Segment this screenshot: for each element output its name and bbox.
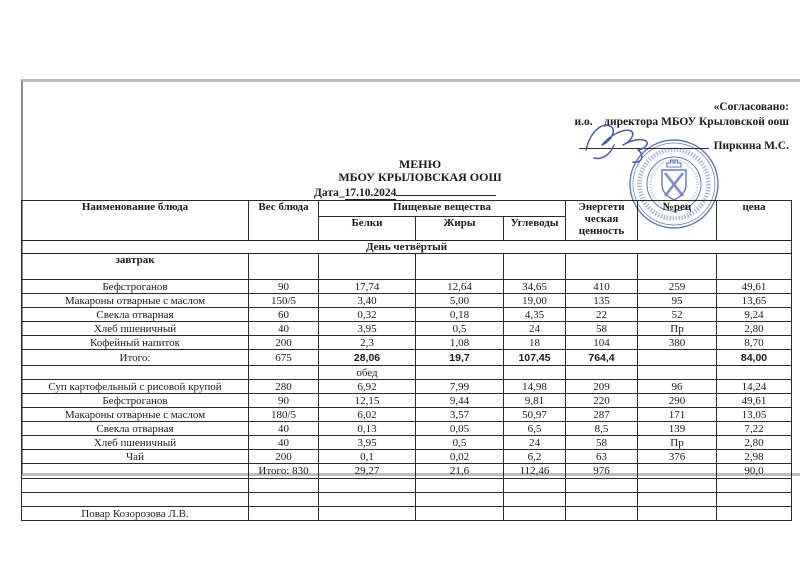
- col-header-fat: Жиры: [416, 217, 504, 241]
- cell: 112,46: [504, 464, 566, 479]
- cell: Чай: [22, 450, 249, 464]
- cell: 180/5: [249, 408, 319, 422]
- dish-row: [22, 422, 792, 436]
- cell: 4,35: [504, 308, 566, 322]
- cell: 90: [249, 394, 319, 408]
- cell: 0,05: [416, 422, 504, 436]
- cell: 28,06: [319, 350, 416, 366]
- cell: 0,1: [319, 450, 416, 464]
- cell: Кофейный напиток: [22, 336, 249, 350]
- empty-cell: [566, 366, 638, 380]
- empty-cell: [566, 507, 638, 521]
- empty-cell: [22, 366, 249, 380]
- dish-row: [22, 380, 792, 394]
- cell: Хлеб пшеничный: [22, 322, 249, 336]
- empty-cell: [22, 479, 249, 493]
- cell: 9,44: [416, 394, 504, 408]
- cell: 58: [566, 322, 638, 336]
- cell: 200: [249, 450, 319, 464]
- cell: 380: [638, 336, 717, 350]
- col-header-dish: Наименование блюда: [22, 201, 249, 241]
- empty-cell: [249, 479, 319, 493]
- signer-name: Пиркина М.С.: [713, 140, 789, 152]
- dish-row: [22, 336, 792, 350]
- cell: 0,5: [416, 436, 504, 450]
- cell: Бефстроганов: [22, 394, 249, 408]
- school-name: МБОУ КРЫЛОВСКАЯ ООШ: [338, 170, 502, 184]
- cell: 6,5: [504, 422, 566, 436]
- cell: 14,98: [504, 380, 566, 394]
- cell: 40: [249, 422, 319, 436]
- cell: Свекла отварная: [22, 422, 249, 436]
- cell: 3,40: [319, 294, 416, 308]
- cell: Пр: [638, 436, 717, 450]
- cell: обед: [319, 366, 416, 380]
- dish-row: [22, 408, 792, 422]
- cell: 675: [249, 350, 319, 366]
- cell: 24: [504, 322, 566, 336]
- empty-cell: [638, 507, 717, 521]
- cell: Бефстроганов: [22, 280, 249, 294]
- empty-cell: [638, 479, 717, 493]
- cook-row: [22, 507, 792, 521]
- cell: 90: [249, 280, 319, 294]
- cell: 14,24: [717, 380, 792, 394]
- cell: 58: [566, 436, 638, 450]
- cell: 280: [249, 380, 319, 394]
- cell: 3,95: [319, 322, 416, 336]
- cell: 0,02: [416, 450, 504, 464]
- cell: 24: [504, 436, 566, 450]
- meal-section-row: [22, 254, 792, 280]
- empty-cell: [504, 493, 566, 507]
- dish-row: [22, 294, 792, 308]
- cell: 287: [566, 408, 638, 422]
- empty-cell: [416, 507, 504, 521]
- menu-title: МЕНЮ: [398, 157, 442, 171]
- empty-cell: [504, 479, 566, 493]
- document-title-block: [300, 158, 540, 200]
- cell: 6,2: [504, 450, 566, 464]
- empty-cell: [717, 479, 792, 493]
- cell: 13,65: [717, 294, 792, 308]
- empty-cell: [638, 464, 717, 479]
- cell: 107,45: [504, 350, 566, 366]
- dish-row: [22, 322, 792, 336]
- cell: 259: [638, 280, 717, 294]
- col-header-protein: Белки: [319, 217, 416, 241]
- cell: 139: [638, 422, 717, 436]
- col-header-nutrients: Пищевые вещества: [319, 201, 566, 217]
- cell: 6,92: [319, 380, 416, 394]
- cell: 52: [638, 308, 717, 322]
- approval-signature-line: [575, 137, 789, 154]
- empty-cell: [22, 464, 249, 479]
- table-header-row-1: [22, 201, 792, 217]
- cell: Хлеб пшеничный: [22, 436, 249, 450]
- empty-cell: [717, 507, 792, 521]
- cell: 410: [566, 280, 638, 294]
- cell: 5,00: [416, 294, 504, 308]
- cell: Макароны отварные с маслом: [22, 408, 249, 422]
- cell: 3,95: [319, 436, 416, 450]
- empty-cell: [504, 366, 566, 380]
- cell: 50,97: [504, 408, 566, 422]
- cell: 49,61: [717, 280, 792, 294]
- cell: 90,0: [717, 464, 792, 479]
- cell: 29,27: [319, 464, 416, 479]
- cell: 60: [249, 308, 319, 322]
- cell: Суп картофельный с рисовой крупой: [22, 380, 249, 394]
- cell: 8,5: [566, 422, 638, 436]
- cell: 19,7: [416, 350, 504, 366]
- cell: 6,02: [319, 408, 416, 422]
- menu-table: [21, 200, 792, 521]
- empty-cell: [416, 254, 504, 280]
- date-prefix: Дата_: [314, 187, 345, 199]
- cell: 209: [566, 380, 638, 394]
- empty-cell: [416, 493, 504, 507]
- empty-cell: [249, 254, 319, 280]
- cell: 7,22: [717, 422, 792, 436]
- date-blank-line: [396, 185, 496, 196]
- cell: 13,05: [717, 408, 792, 422]
- cell: 2,80: [717, 436, 792, 450]
- cell: 200: [249, 336, 319, 350]
- cell: 3,57: [416, 408, 504, 422]
- approval-block: [575, 100, 789, 154]
- cell: 220: [566, 394, 638, 408]
- empty-cell: [717, 254, 792, 280]
- totals-row: [22, 464, 792, 479]
- col-header-recipe: №рец: [638, 201, 717, 241]
- empty-cell: [638, 366, 717, 380]
- cell: 12,15: [319, 394, 416, 408]
- empty-cell: [717, 366, 792, 380]
- cell: 40: [249, 322, 319, 336]
- col-header-carbs: Углеводы: [504, 217, 566, 241]
- cell: 9,81: [504, 394, 566, 408]
- day-title-row: [22, 241, 792, 254]
- cell: 19,00: [504, 294, 566, 308]
- cell: 22: [566, 308, 638, 322]
- cell: 9,24: [717, 308, 792, 322]
- cell: завтрак: [22, 254, 249, 280]
- col-header-price: цена: [717, 201, 792, 241]
- cell: 7,99: [416, 380, 504, 394]
- cell: 0,32: [319, 308, 416, 322]
- cell: 84,00: [717, 350, 792, 366]
- date-line: [314, 185, 540, 200]
- cell: 135: [566, 294, 638, 308]
- cell: 49,61: [717, 394, 792, 408]
- empty-cell: [319, 254, 416, 280]
- cell: 40: [249, 436, 319, 450]
- empty-cell: [22, 493, 249, 507]
- date-value: 17.10.2024: [344, 187, 397, 199]
- empty-cell: [249, 507, 319, 521]
- empty-cell: [566, 493, 638, 507]
- meal-label-row: [22, 366, 792, 380]
- cell: 17,74: [319, 280, 416, 294]
- cell: 96: [638, 380, 717, 394]
- empty-cell: [249, 366, 319, 380]
- dish-row: [22, 436, 792, 450]
- dish-row: [22, 450, 792, 464]
- empty-cell: [717, 493, 792, 507]
- cell: 18: [504, 336, 566, 350]
- cell: 95: [638, 294, 717, 308]
- empty-cell: [504, 507, 566, 521]
- empty-cell: [504, 254, 566, 280]
- cell: 0,18: [416, 308, 504, 322]
- approval-line-2: и.о. директора МБОУ Крыловской оош: [574, 116, 789, 128]
- cell: 104: [566, 336, 638, 350]
- empty-cell: [416, 366, 504, 380]
- empty-row: [22, 479, 792, 493]
- cell: Итого:: [22, 350, 249, 366]
- cell: 34,65: [504, 280, 566, 294]
- empty-cell: [638, 493, 717, 507]
- totals-row: [22, 350, 792, 366]
- cell: Макароны отварные с маслом: [22, 294, 249, 308]
- dish-row: [22, 394, 792, 408]
- cell: Итого: 830: [249, 464, 319, 479]
- cell: Свекла отварная: [22, 308, 249, 322]
- col-header-weight: Вес блюда: [249, 201, 319, 241]
- empty-cell: [319, 493, 416, 507]
- cell: 0,13: [319, 422, 416, 436]
- cell: 21,6: [416, 464, 504, 479]
- day-title-cell: День четвёртый: [22, 241, 792, 254]
- empty-cell: [416, 479, 504, 493]
- cell: 8,70: [717, 336, 792, 350]
- cell: 290: [638, 394, 717, 408]
- cell: 63: [566, 450, 638, 464]
- empty-cell: [319, 479, 416, 493]
- cell: 2,98: [717, 450, 792, 464]
- cell: 12,64: [416, 280, 504, 294]
- cell: 0,5: [416, 322, 504, 336]
- empty-row: [22, 493, 792, 507]
- empty-cell: [566, 254, 638, 280]
- cell: 376: [638, 450, 717, 464]
- empty-cell: [638, 350, 717, 366]
- signature-underline: [579, 137, 709, 149]
- cell: Повар Козорозова Л.В.: [22, 507, 249, 521]
- empty-cell: [249, 493, 319, 507]
- approval-line-1: «Согласовано:: [713, 101, 789, 113]
- empty-cell: [638, 254, 717, 280]
- cell: 2,3: [319, 336, 416, 350]
- empty-cell: [566, 479, 638, 493]
- empty-cell: [319, 507, 416, 521]
- cell: Пр: [638, 322, 717, 336]
- cell: 150/5: [249, 294, 319, 308]
- dish-row: [22, 280, 792, 294]
- cell: 1,08: [416, 336, 504, 350]
- cell: 2,80: [717, 322, 792, 336]
- cell: 764,4: [566, 350, 638, 366]
- dish-row: [22, 308, 792, 322]
- cell: 976: [566, 464, 638, 479]
- col-header-energy: Энергети ческая ценность: [566, 201, 638, 241]
- cell: 171: [638, 408, 717, 422]
